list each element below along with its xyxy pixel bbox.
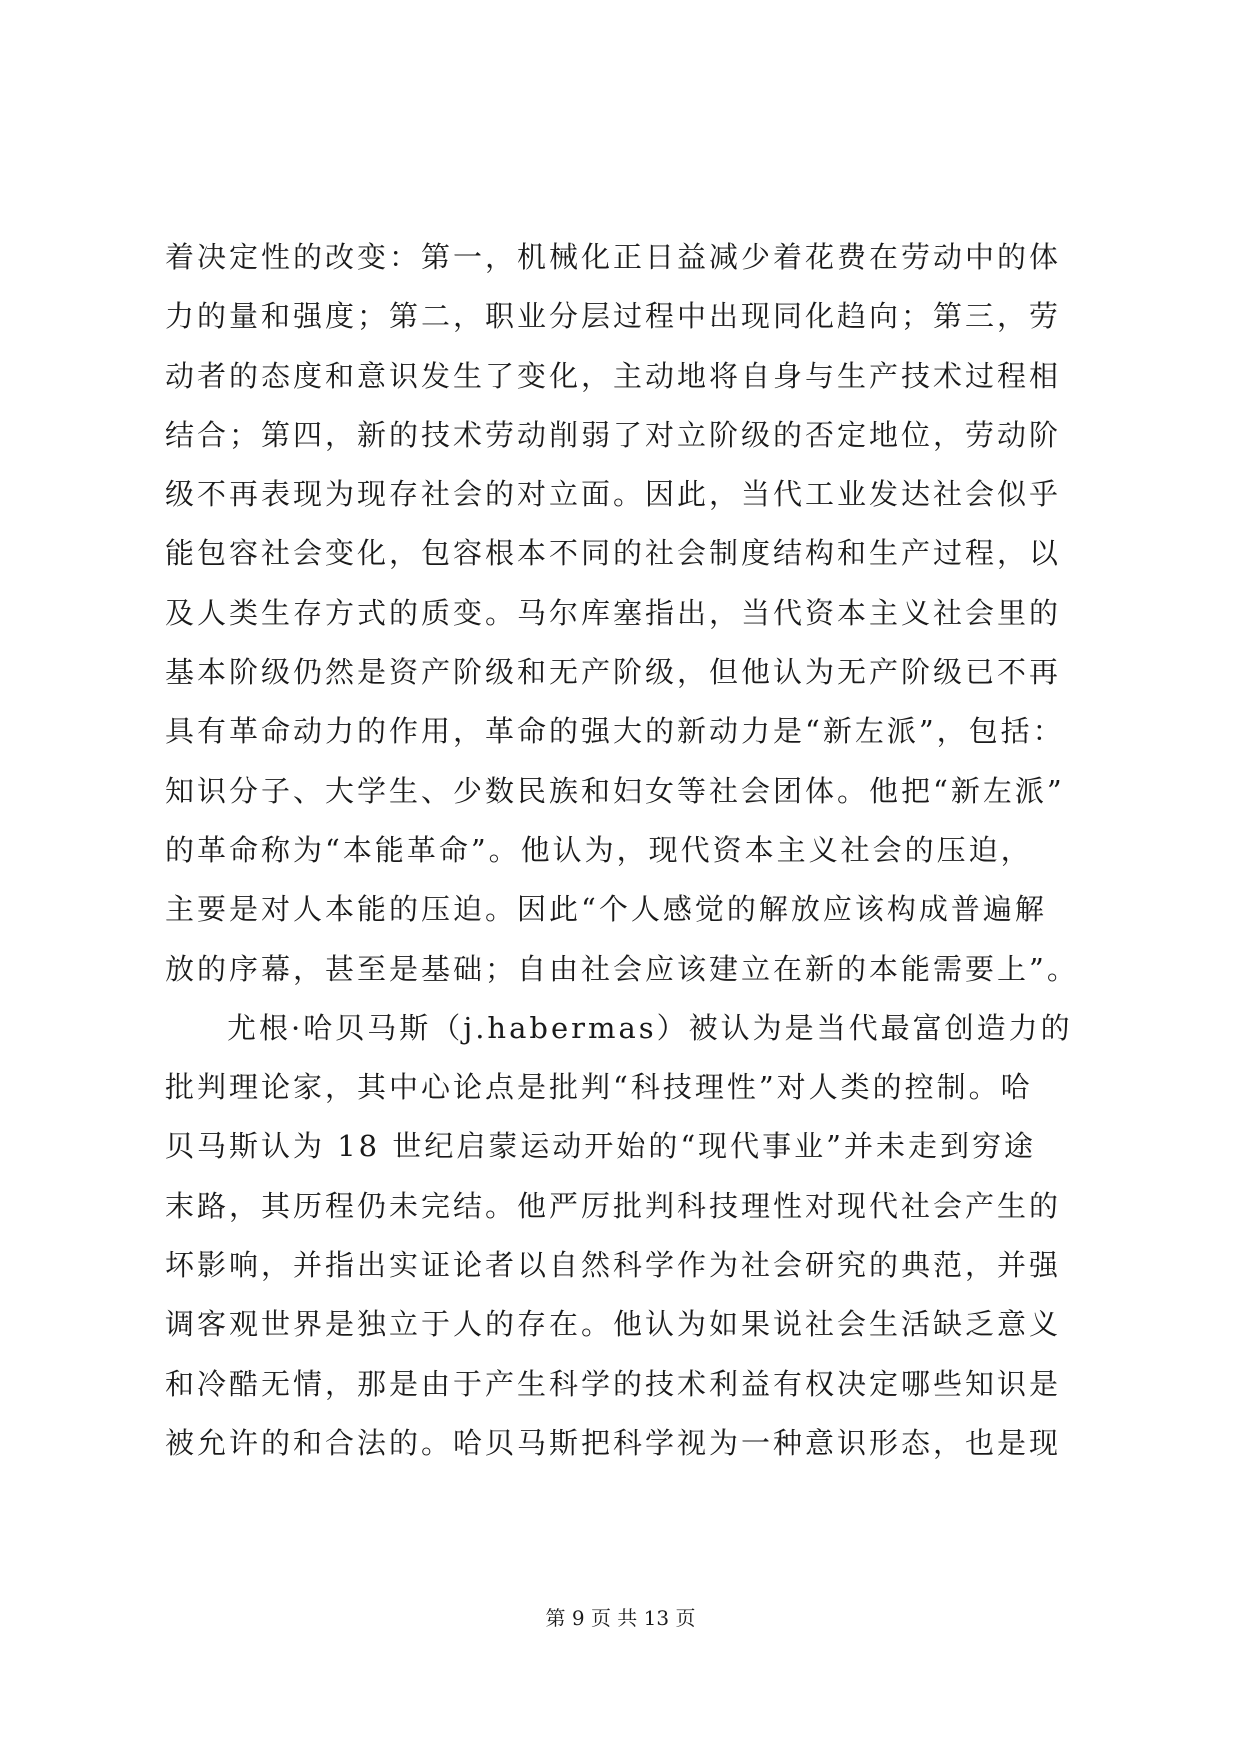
paragraph-2 [165, 999, 1085, 1473]
text-line: 坏影响，并指出实证论者以自然科学作为社会研究的典范，并强 [165, 1248, 1062, 1283]
text-line: 主要是对人本能的压迫。因此“个人感觉的解放应该构成普遍解 [165, 892, 1047, 927]
text-line: 具有革命动力的作用，革命的强大的新动力是“新左派”，包括： [165, 714, 1065, 749]
text-line: 能包容社会变化，包容根本不同的社会制度结构和生产过程，以 [165, 536, 1062, 571]
text-line: 和冷酷无情，那是由于产生科学的技术利益有权决定哪些知识是 [165, 1366, 1062, 1401]
page-number-footer: 第 9 页 共 13 页 [545, 1606, 696, 1630]
text-line: 着决定性的改变：第一，机械化正日益减少着花费在劳动中的体 [165, 240, 1062, 274]
text-line: 批判理论家，其中心论点是批判“科技理性”对人类的控制。哈 [165, 1070, 1033, 1105]
text-line: 级不再表现为现存社会的对立面。因此，当代工业发达社会似乎 [165, 477, 1062, 512]
text-line: 动者的态度和意识发生了变化，主动地将自身与生产技术过程相 [165, 358, 1062, 393]
text-line: 及人类生存方式的质变。马尔库塞指出，当代资本主义社会里的 [165, 595, 1062, 630]
text-line: 贝马斯认为 18 世纪启蒙运动开始的“现代事业”并未走到穷途 [165, 1129, 1036, 1164]
text-line: 知识分子、大学生、少数民族和妇女等社会团体。他把“新左派” [165, 773, 1065, 808]
text-line: 放的序幕，甚至是基础；自由社会应该建立在新的本能需要上”。 [165, 951, 1079, 986]
paragraph-1 [165, 228, 1085, 999]
text-line: 力的量和强度；第二，职业分层过程中出现同化趋向；第三，劳 [165, 299, 1062, 334]
text-line: 的革命称为“本能革命”。他认为，现代资本主义社会的压迫， [165, 832, 1033, 867]
text-line: 基本阶级仍然是资产阶级和无产阶级，但他认为无产阶级已不再 [165, 655, 1062, 690]
document-body [165, 228, 1085, 1473]
text-line-indented: 尤根·哈贝马斯（j.habermas）被认为是当代最富创造力的 [227, 1010, 1073, 1045]
text-line: 调客观世界是独立于人的存在。他认为如果说社会生活缺乏意义 [165, 1307, 1062, 1342]
text-line: 末路，其历程仍未完结。他严厉批判科技理性对现代社会产生的 [165, 1188, 1062, 1223]
text-line: 结合；第四，新的技术劳动削弱了对立阶级的否定地位，劳动阶 [165, 417, 1062, 452]
text-line: 被允许的和合法的。哈贝马斯把科学视为一种意识形态，也是现 [165, 1425, 1062, 1460]
